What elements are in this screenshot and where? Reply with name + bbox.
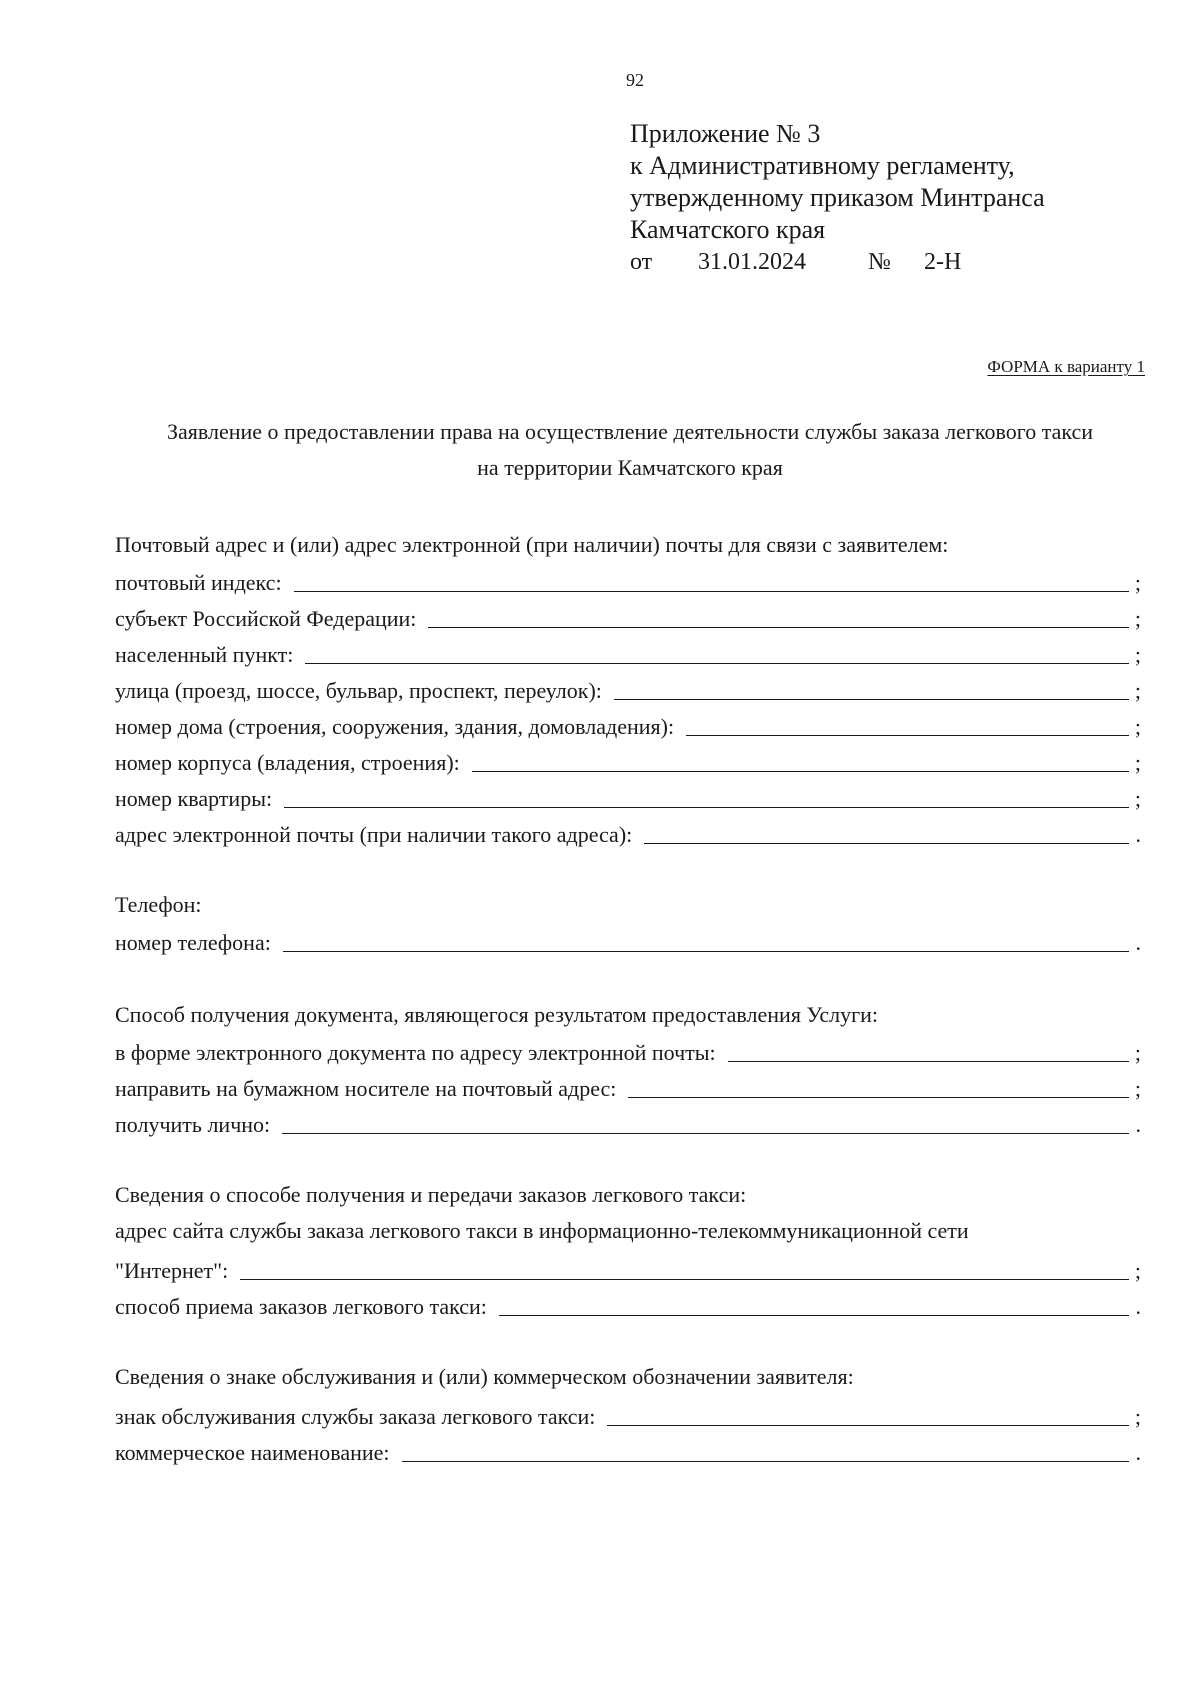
form-variant-label: ФОРМА к варианту 1 [987, 357, 1145, 376]
field-label: населенный пункт: [115, 642, 294, 667]
appendix-block [630, 118, 1045, 278]
field-label: субъект Российской Федерации: [115, 606, 417, 631]
field-label: "Интернет": [115, 1258, 229, 1283]
field-terminator: ; [1134, 606, 1141, 631]
field-label: получить лично: [115, 1112, 271, 1137]
field-terminator: ; [1134, 1258, 1141, 1283]
website-field[interactable] [115, 1254, 1141, 1284]
fill-in-line[interactable] [282, 1133, 1129, 1134]
house-number-field[interactable] [115, 710, 1141, 740]
field-label: направить на бумажном носителе на почтовый адрес: [115, 1076, 617, 1101]
fill-in-line[interactable] [428, 627, 1129, 628]
orders-section-heading: Сведения о способе получения и передачи заказов легкового такси: [115, 1182, 747, 1207]
field-label: номер квартиры: [115, 786, 273, 811]
phone-number-field[interactable] [115, 926, 1141, 956]
fill-in-line[interactable] [686, 735, 1129, 736]
fill-in-line[interactable] [283, 951, 1129, 952]
field-terminator: ; [1134, 786, 1141, 811]
delivery-in-person-field[interactable] [115, 1108, 1141, 1138]
field-terminator: ; [1134, 1404, 1141, 1429]
appendix-line: Камчатского края [630, 215, 826, 244]
fill-in-line[interactable] [305, 663, 1129, 664]
fill-in-line[interactable] [294, 591, 1129, 592]
fill-in-line[interactable] [472, 771, 1129, 772]
field-terminator: ; [1134, 714, 1141, 739]
field-label: улица (проезд, шоссе, бульвар, проспект, переулок): [115, 678, 602, 703]
apartment-number-field[interactable] [115, 782, 1141, 812]
orders-website-subheading: адрес сайта службы заказа легкового такси в информационно-телекоммуникационной сети [115, 1218, 969, 1243]
field-terminator: . [1135, 1112, 1141, 1137]
field-terminator: ; [1134, 750, 1141, 775]
field-label: почтовый индекс: [115, 570, 282, 595]
address-section-heading: Почтовый адрес и (или) адрес электронной (при наличии) почты для связи с заявителем: [115, 532, 949, 557]
locality-field[interactable] [115, 638, 1141, 668]
email-field[interactable] [115, 818, 1141, 848]
order-date: 31.01.2024 [698, 249, 806, 275]
document-title [115, 414, 1145, 486]
fill-in-line[interactable] [614, 699, 1129, 700]
commercial-name-field[interactable] [115, 1436, 1141, 1466]
number-sign: № [868, 249, 891, 275]
postal-code-field[interactable] [115, 566, 1141, 596]
delivery-email-field[interactable] [115, 1036, 1141, 1066]
field-terminator: . [1135, 1294, 1141, 1319]
appendix-line: утвержденному приказом Минтранса [630, 183, 1045, 212]
building-number-field[interactable] [115, 746, 1141, 776]
field-terminator: ; [1134, 678, 1141, 703]
field-label: способ приема заказов легкового такси: [115, 1294, 487, 1319]
field-terminator: ; [1134, 642, 1141, 667]
fill-in-line[interactable] [284, 807, 1129, 808]
field-terminator: . [1135, 822, 1141, 847]
appendix-line: Приложение № 3 [630, 119, 821, 148]
field-terminator: . [1135, 930, 1141, 955]
fill-in-line[interactable] [628, 1097, 1129, 1098]
field-terminator: ; [1134, 1076, 1141, 1101]
region-field[interactable] [115, 602, 1141, 632]
field-label: адрес электронной почты (при наличии такого адреса): [115, 822, 633, 847]
appendix-date-row [630, 246, 1045, 278]
appendix-line: к Административному регламенту, [630, 151, 1015, 180]
fill-in-line[interactable] [402, 1461, 1129, 1462]
fill-in-line[interactable] [644, 843, 1129, 844]
fill-in-line[interactable] [499, 1315, 1129, 1316]
page-number: 92 [626, 70, 644, 90]
service-mark-field[interactable] [115, 1400, 1141, 1430]
field-label: знак обслуживания службы заказа легкового такси: [115, 1404, 596, 1429]
field-label: номер корпуса (владения, строения): [115, 750, 460, 775]
title-line: на территории Камчатского края [477, 455, 783, 480]
from-label: от [630, 249, 653, 275]
delivery-section-heading: Способ получения документа, являющегося результатом предоставления Услуги: [115, 1002, 879, 1027]
phone-section-heading: Телефон: [115, 892, 202, 917]
field-label: номер телефона: [115, 930, 271, 955]
order-method-field[interactable] [115, 1290, 1141, 1320]
field-terminator: ; [1134, 570, 1141, 595]
field-label: номер дома (строения, сооружения, здания, домовладения): [115, 714, 675, 739]
fill-in-line[interactable] [607, 1425, 1129, 1426]
field-label: коммерческое наименование: [115, 1440, 390, 1465]
field-terminator: . [1135, 1440, 1141, 1465]
field-terminator: ; [1134, 1040, 1141, 1065]
delivery-post-field[interactable] [115, 1072, 1141, 1102]
order-number: 2-Н [924, 249, 962, 275]
title-line: Заявление о предоставлении права на осуществление деятельности службы заказа легкового такси [166, 419, 1094, 444]
trademark-section-heading: Сведения о знаке обслуживания и (или) коммерческом обозначении заявителя: [115, 1364, 854, 1389]
street-field[interactable] [115, 674, 1141, 704]
field-label: в форме электронного документа по адресу электронной почты: [115, 1040, 716, 1065]
fill-in-line[interactable] [728, 1061, 1129, 1062]
fill-in-line[interactable] [240, 1279, 1129, 1280]
